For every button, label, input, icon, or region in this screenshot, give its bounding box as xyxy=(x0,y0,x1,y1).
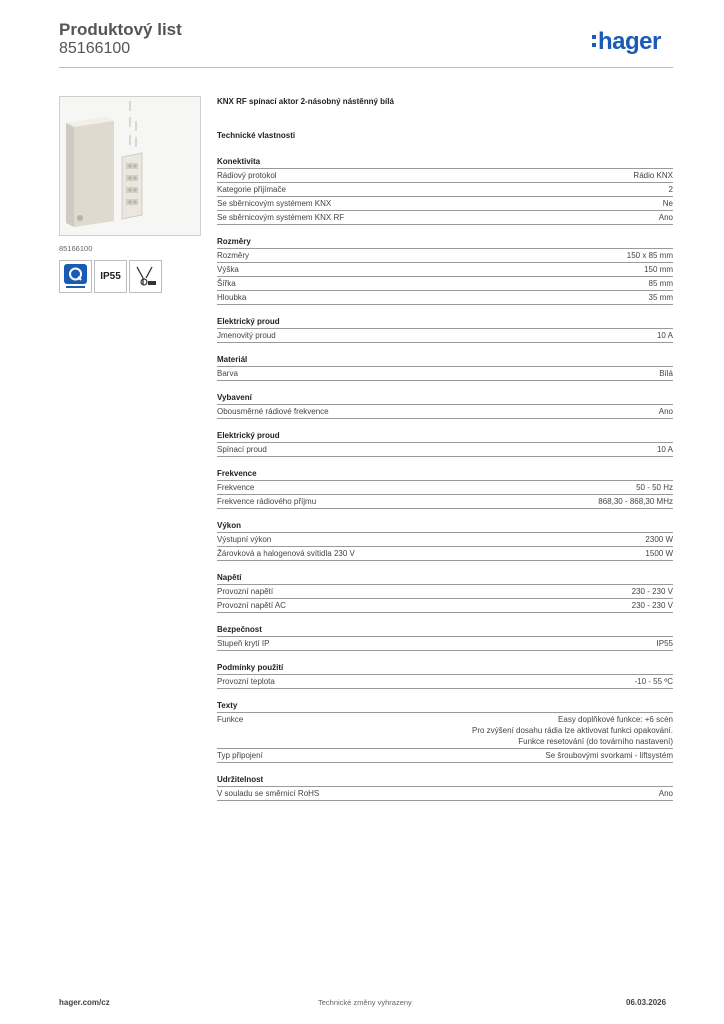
spec-value: Bílá xyxy=(659,369,673,378)
spec-row xyxy=(217,533,673,547)
spec-row xyxy=(217,675,673,689)
spec-label: Frekvence rádiového příjmu xyxy=(217,497,317,506)
spec-label: Provozní teplota xyxy=(217,677,275,686)
header-divider xyxy=(59,67,673,68)
spec-group-title: Podmínky použití xyxy=(217,661,673,675)
spec-row xyxy=(217,405,673,419)
spec-label: Spínací proud xyxy=(217,445,267,454)
spec-row xyxy=(217,183,673,197)
spec-groups xyxy=(217,155,673,801)
spec-value-line: Easy doplňkové funkce: +6 scén xyxy=(558,715,673,724)
ip-rating-label: IP55 xyxy=(100,271,121,282)
spec-row xyxy=(217,263,673,277)
spec-value: 150 mm xyxy=(644,265,673,274)
spec-value: 10 A xyxy=(656,331,673,340)
spec-value: 2 xyxy=(668,185,673,194)
spec-value: 868,30 - 868,30 MHz xyxy=(598,497,673,506)
spec-label: Provozní napětí xyxy=(217,587,274,596)
spec-label: Rádiový protokol xyxy=(217,171,277,180)
spec-value: 150 x 85 mm xyxy=(626,251,673,260)
spec-label: Obousměrné rádiové frekvence xyxy=(217,407,329,416)
spec-value: IP55 xyxy=(656,639,673,648)
spec-row xyxy=(217,787,673,801)
spec-group-title: Elektrický proud xyxy=(217,315,673,329)
spec-group-title: Bezpečnost xyxy=(217,623,673,637)
spec-label: Funkce xyxy=(217,715,244,724)
spec-value: Se šroubovými svorkami - liftsystém xyxy=(545,751,673,760)
spec-label: Typ připojení xyxy=(217,751,263,760)
installation-badge xyxy=(129,260,162,293)
spec-value-line: Pro zvýšení dosahu rádia lze aktivovat funkci opakování. xyxy=(472,726,673,735)
spec-value: 35 mm xyxy=(648,293,673,302)
hager-logo[interactable] xyxy=(592,28,674,58)
spec-group-title: Texty xyxy=(217,699,673,713)
spec-value: 1500 W xyxy=(645,549,673,558)
spec-row xyxy=(217,367,673,381)
spec-value: 85 mm xyxy=(648,279,673,288)
spec-label: Kategorie přijímače xyxy=(217,185,286,194)
footer-website-link[interactable]: hager.com/cz xyxy=(59,998,110,1007)
logo-dots-icon xyxy=(592,35,597,51)
spec-label: Žárovková a halogenová svítidla 230 V xyxy=(217,549,355,558)
spec-group-title: Vybavení xyxy=(217,391,673,405)
spec-value: Ano xyxy=(658,407,673,416)
spec-row xyxy=(217,443,673,457)
spec-value: 50 - 50 Hz xyxy=(636,483,673,492)
spec-value: 230 - 230 V xyxy=(631,587,673,596)
technical-specifications xyxy=(217,96,673,801)
spec-label: Barva xyxy=(217,369,238,378)
spec-group-title: Konektivita xyxy=(217,155,673,169)
spec-value: Ne xyxy=(662,199,673,208)
spec-label: Se sběrnicovým systémem KNX RF xyxy=(217,213,345,222)
spec-value: 230 - 230 V xyxy=(631,601,673,610)
spec-label: Výška xyxy=(217,265,239,274)
spec-row xyxy=(217,211,673,225)
product-image xyxy=(59,96,201,236)
spec-row xyxy=(217,585,673,599)
product-code: 85166100 xyxy=(59,40,131,57)
spec-row xyxy=(217,329,673,343)
spec-value: Ano xyxy=(658,789,673,798)
spec-label: Provozní napětí AC xyxy=(217,601,286,610)
spec-label: Jmenovitý proud xyxy=(217,331,276,340)
footer-notice: Technické změny vyhrazeny xyxy=(318,998,412,1007)
footer-date: 06.03.2026 xyxy=(626,998,667,1007)
spec-label: Rozměry xyxy=(217,251,250,260)
spec-label: V souladu se směrnicí RoHS xyxy=(217,789,320,798)
spec-group-title: Frekvence xyxy=(217,467,673,481)
spec-value: 10 A xyxy=(656,445,673,454)
spec-label: Výstupní výkon xyxy=(217,535,272,544)
spec-row xyxy=(217,599,673,613)
spec-group-title: Rozměry xyxy=(217,235,673,249)
spec-row xyxy=(217,277,673,291)
spec-label: Šířka xyxy=(217,279,236,288)
spec-row xyxy=(217,495,673,509)
spec-label: Stupeň krytí IP xyxy=(217,639,270,648)
spec-label: Se sběrnicovým systémem KNX xyxy=(217,199,332,208)
spec-value: Rádio KNX xyxy=(633,171,673,180)
quality-mark-icon xyxy=(60,261,91,292)
spec-row xyxy=(217,197,673,211)
section-title: Technické vlastnosti xyxy=(217,131,296,140)
spec-label: Hloubka xyxy=(217,293,247,302)
spec-row xyxy=(217,481,673,495)
spec-value: Ano xyxy=(658,213,673,222)
image-caption: 85166100 xyxy=(59,244,93,253)
spec-group-title: Materiál xyxy=(217,353,673,367)
screwdriver-tool-icon xyxy=(130,261,161,292)
spec-row xyxy=(217,291,673,305)
spec-group-title: Výkon xyxy=(217,519,673,533)
quality-badge xyxy=(59,260,92,293)
spec-group-title: Udržitelnost xyxy=(217,773,673,787)
spec-row xyxy=(217,713,673,749)
product-name: KNX RF spínací aktor 2-násobný nástěnný bílá xyxy=(217,97,394,106)
spec-row xyxy=(217,547,673,561)
page-title: Produktový list xyxy=(59,20,182,39)
logo-text: hager xyxy=(598,28,661,55)
ip-rating-badge xyxy=(94,260,127,293)
spec-row xyxy=(217,249,673,263)
spec-value: -10 - 55 ºC xyxy=(634,677,673,686)
spec-value xyxy=(472,713,673,748)
spec-row xyxy=(217,749,673,763)
spec-group-title: Elektrický proud xyxy=(217,429,673,443)
spec-value-line: Funkce resetování (do továrního nastavení) xyxy=(518,737,673,746)
spec-value: 2300 W xyxy=(645,535,673,544)
spec-group-title: Napětí xyxy=(217,571,673,585)
spec-label: Frekvence xyxy=(217,483,255,492)
spec-row xyxy=(217,637,673,651)
spec-row xyxy=(217,169,673,183)
